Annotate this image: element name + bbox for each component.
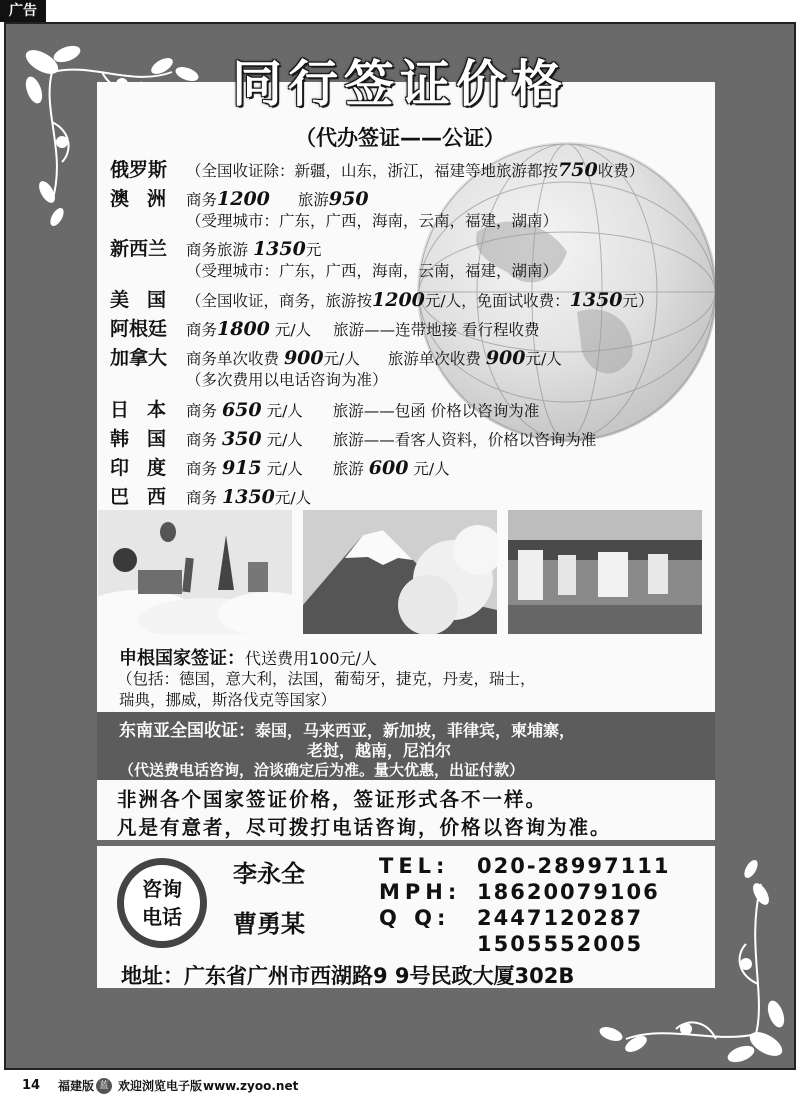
schengen-section bbox=[97, 642, 715, 712]
tourism-note: 旅游——连带地接 看行程收费 bbox=[333, 321, 540, 339]
ad-tag: 广告 bbox=[0, 0, 46, 22]
price-note: 收费） bbox=[597, 162, 645, 180]
business-price: 1800 bbox=[217, 318, 270, 340]
southeast-asia-countries-line2: 老挝，越南，尼泊尔 bbox=[307, 741, 452, 760]
africa-line1: 非洲各个国家签证价格，签证形式各不一样。 bbox=[117, 788, 548, 811]
country-name: 印度 bbox=[110, 457, 185, 479]
price-unit: 元/人 bbox=[413, 460, 450, 478]
southeast-asia-countries: 泰国，马来西亚，新加坡，菲律宾，柬埔寨， bbox=[255, 721, 576, 740]
row-usa bbox=[110, 285, 654, 312]
tourism-note: 旅游——看客人资料，价格以咨询为准 bbox=[332, 431, 597, 449]
contact-name-2: 曹勇某 bbox=[233, 910, 305, 938]
address: 地址：广东省广州市西湖路9 9号民政大厦302B bbox=[121, 964, 575, 988]
page-footer bbox=[0, 1072, 800, 1100]
schengen-fee: 代送费用100元/人 bbox=[245, 649, 377, 668]
schengen-countries-line2: 瑞典，挪威，斯洛伐克等国家） bbox=[119, 691, 337, 709]
page-subtitle: （代办签证——公证） bbox=[295, 126, 505, 150]
europe-landmarks-photo bbox=[98, 510, 292, 634]
new-zealand-cities: （受理城市：广东，广西，海南，云南，福建，湖南） bbox=[186, 262, 559, 280]
schengen-countries-line1: （包括：德国，意大利，法国，葡萄牙，捷克，丹麦，瑞士， bbox=[117, 670, 536, 688]
canada-note: （多次费用以电话咨询为准） bbox=[186, 371, 388, 389]
tourism-label: 旅游 bbox=[332, 460, 364, 478]
tourism-note: 旅游——包函 价格以咨询为准 bbox=[332, 402, 540, 420]
schengen-label: 申根国家签证： bbox=[119, 648, 245, 669]
country-name: 新西兰 bbox=[110, 238, 168, 260]
price-unit: 元/人 bbox=[266, 460, 303, 478]
country-name: 日本 bbox=[110, 399, 185, 421]
business-label: 商务 bbox=[186, 460, 218, 478]
mph-label: MPH: bbox=[379, 880, 462, 904]
row-australia bbox=[110, 184, 369, 211]
country-name: 俄罗斯 bbox=[110, 159, 168, 181]
row-new-zealand bbox=[110, 234, 321, 261]
business-label: 商务 bbox=[186, 402, 218, 420]
qq-label: Q Q: bbox=[379, 906, 451, 930]
price-unit: 元/人 bbox=[323, 350, 360, 368]
page-number: 14 bbox=[22, 1078, 41, 1093]
badge-line2: 电话 bbox=[142, 905, 182, 929]
price-note: （全国收证，商务，旅游按 bbox=[186, 292, 373, 310]
row-india bbox=[110, 453, 450, 480]
tourism-price: 950 bbox=[328, 188, 369, 210]
tel-label: TEL: bbox=[379, 854, 450, 878]
business-price: 350 bbox=[221, 428, 262, 450]
price-note: 元/人，免面试收费： bbox=[424, 292, 570, 310]
tel-number: 020-28997111 bbox=[477, 854, 671, 878]
tourism-label: 旅游单次收费 bbox=[387, 350, 481, 368]
waterfall-photo bbox=[508, 510, 702, 634]
page-title: 同行签证价格 bbox=[232, 55, 568, 113]
business-price: 1350 bbox=[221, 486, 275, 508]
price-note: （全国收证除：新疆，山东，浙江，福建等地旅游都按 bbox=[186, 162, 559, 180]
africa-line2: 凡是有意者，尽可拨打电话咨询，价格以咨询为准。 bbox=[117, 816, 612, 839]
badge-line1: 咨询 bbox=[142, 877, 182, 901]
country-name: 阿根廷 bbox=[110, 318, 168, 340]
mph-number: 18620079106 bbox=[477, 880, 660, 904]
price-unit: 元/人 bbox=[525, 350, 562, 368]
qq-number: 2447120287 bbox=[477, 906, 644, 930]
publication-edition: 福建版 bbox=[58, 1079, 95, 1093]
row-japan bbox=[110, 395, 539, 422]
price-unit: 元/人 bbox=[274, 321, 312, 339]
business-tourism-label: 商务旅游 bbox=[186, 241, 249, 259]
price-value: 1350 bbox=[569, 289, 623, 311]
country-name: 美国 bbox=[110, 289, 185, 311]
extra-number: 1505552005 bbox=[477, 932, 644, 956]
business-label: 商务 bbox=[186, 191, 218, 209]
price-value: 750 bbox=[558, 159, 598, 181]
consult-phone-badge bbox=[117, 858, 207, 948]
mount-fuji-photo bbox=[303, 510, 497, 634]
country-name: 澳洲 bbox=[110, 188, 185, 210]
tourism-label: 旅游 bbox=[297, 191, 329, 209]
australia-cities: （受理城市：广东，广西，海南，云南，福建，湖南） bbox=[186, 212, 559, 230]
country-name: 巴西 bbox=[110, 486, 185, 508]
africa-section bbox=[97, 780, 715, 840]
price-value: 1350 bbox=[252, 238, 306, 260]
row-korea bbox=[110, 424, 596, 451]
price-unit: 元/人 bbox=[266, 402, 303, 420]
contact-section bbox=[97, 846, 715, 988]
publication-logo-icon: 蓝 bbox=[96, 1078, 112, 1094]
tourism-price: 900 bbox=[485, 347, 526, 369]
business-label: 商务单次收费 bbox=[186, 350, 280, 368]
price-unit: 元/人 bbox=[274, 489, 312, 507]
contact-name-1: 李永全 bbox=[233, 860, 305, 888]
southeast-asia-section bbox=[97, 712, 715, 780]
southeast-asia-label: 东南亚全国收证： bbox=[119, 721, 255, 741]
row-brazil bbox=[110, 482, 311, 509]
country-name: 加拿大 bbox=[110, 347, 168, 369]
country-name: 韩国 bbox=[110, 428, 185, 450]
price-unit: 元 bbox=[305, 241, 322, 259]
business-price: 650 bbox=[221, 399, 262, 421]
southeast-asia-note: （代送费电话咨询，洽谈确定后为准。量大优惠，出证付款） bbox=[119, 761, 525, 779]
row-argentina bbox=[110, 314, 540, 341]
row-russia bbox=[110, 155, 644, 182]
website-link[interactable]: www.zyoo.net bbox=[203, 1079, 299, 1093]
business-label: 商务 bbox=[186, 321, 218, 339]
price-value: 1200 bbox=[372, 289, 425, 311]
price-note: 元） bbox=[622, 292, 654, 310]
business-price: 900 bbox=[283, 347, 324, 369]
welcome-text: 欢迎浏览电子版 bbox=[118, 1079, 203, 1093]
business-price: 915 bbox=[221, 457, 262, 479]
price-unit: 元/人 bbox=[266, 431, 303, 449]
tourism-price: 600 bbox=[368, 457, 409, 479]
business-label: 商务 bbox=[186, 489, 218, 507]
business-label: 商务 bbox=[186, 431, 218, 449]
row-canada bbox=[110, 343, 562, 370]
business-price: 1200 bbox=[217, 188, 270, 210]
